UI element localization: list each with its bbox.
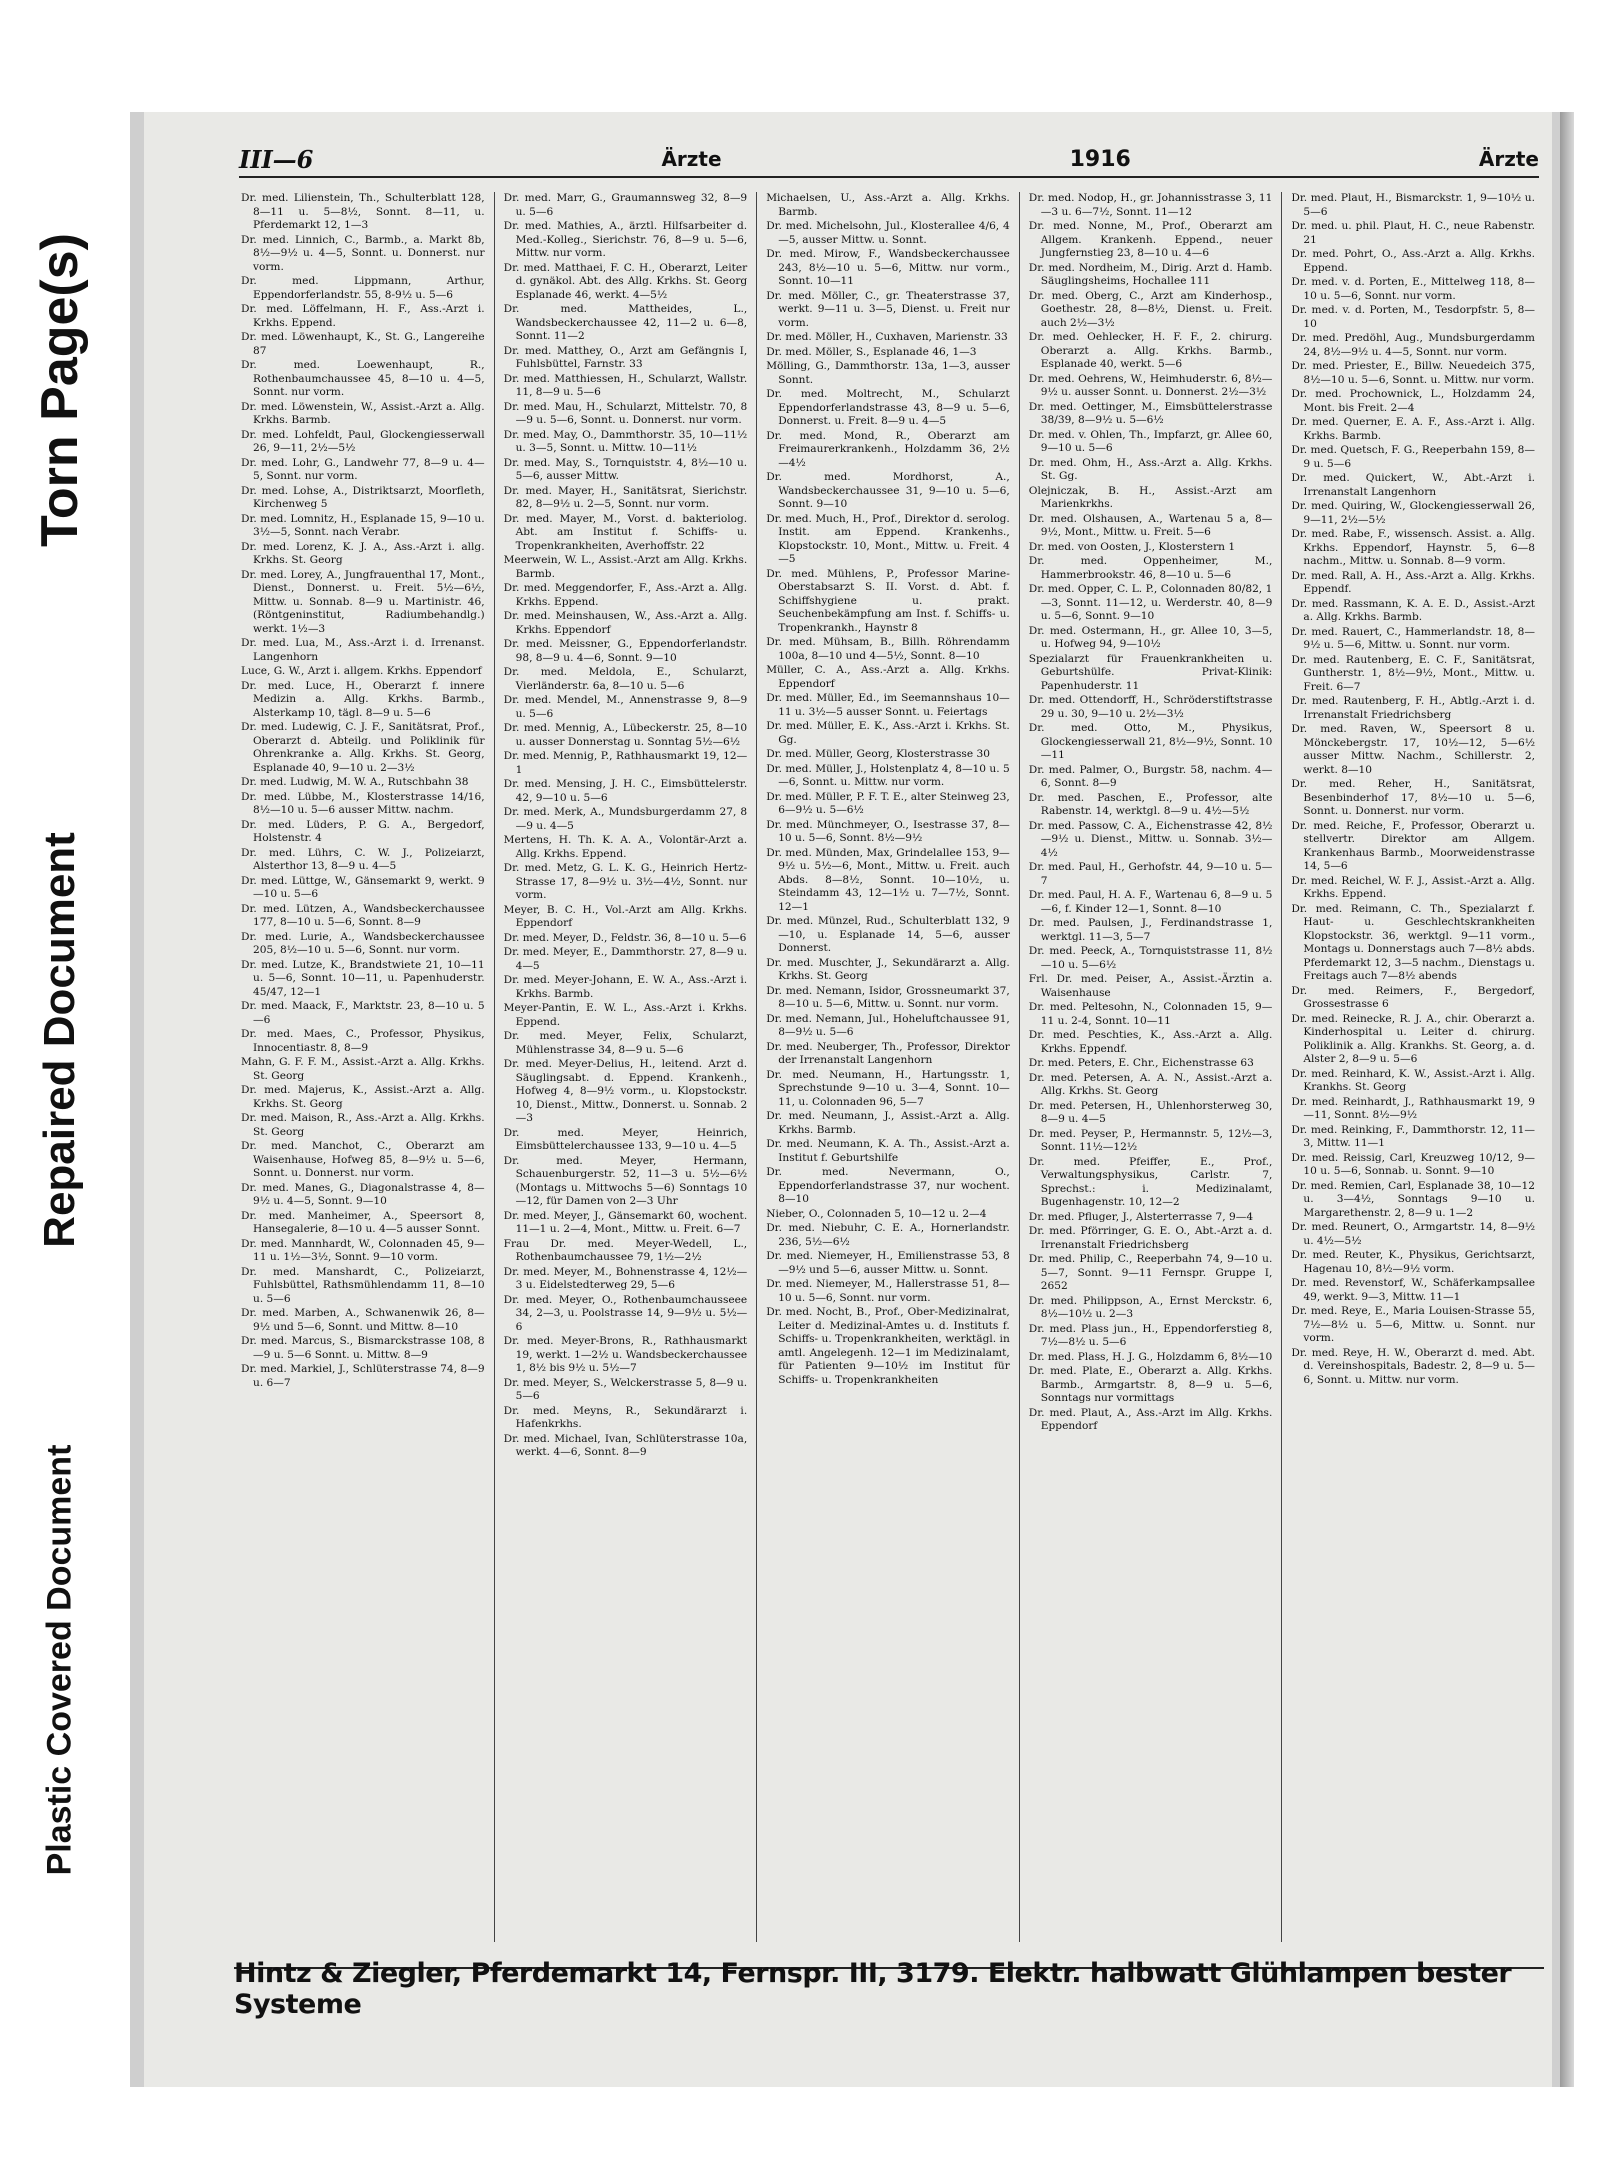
directory-entry: Dr. med. Querner, E. A. F., Ass.-Arzt i. Allg. Krkhs. Barmb. bbox=[1291, 416, 1535, 442]
directory-entry: Dr. med. von Oosten, J., Klosterstern 1 bbox=[1028, 540, 1236, 553]
directory-entry: Dr. med. Paul, H., Gerhofstr. 44, 9—10 u. 5—7 bbox=[1028, 861, 1273, 887]
directory-entry: Dr. med. Meyer-Johann, E. W. A., Ass.-Arzt i. Krkhs. Barmb. bbox=[503, 974, 748, 1000]
directory-entry: Dr. med. Maack, F., Marktstr. 23, 8—10 u. 5—6 bbox=[241, 1000, 485, 1026]
directory-entry: Dr. med. Lutze, K., Brandstwiete 21, 10—11 u. 5—6, Sonnt. 10—11, u. Papenhuderstr. 45/47, 12—1 bbox=[241, 958, 485, 998]
directory-entry: Dr. med. Meissner, G., Eppendorferlandstr. 98, 8—9 u. 4—6, Sonnt. 9—10 bbox=[503, 638, 748, 664]
directory-entry: Dr. med. Löwenhaupt, K., St. G., Langereihe 87 bbox=[241, 331, 485, 357]
directory-entry: Dr. med. Mensing, J. H. C., Eimsbüttelerstr. 42, 9—10 u. 5—6 bbox=[503, 778, 748, 804]
directory-entry: Frau Dr. med. Meyer-Wedell, L., Rothenbaumchaussee 79, 1½—2½ bbox=[503, 1237, 748, 1263]
directory-entry: Dr. med. Lorey, A., Jungfrauenthal 17, Mont., Dienst., Donnerst. u. Freit. 5½—6½, Mittw. u. Sonnab. 8—9 u. Martinistr. 46, (Röntgeninstitut, Radiumbehandlg.) werkt. 1½—3 bbox=[241, 568, 485, 635]
directory-column bbox=[495, 192, 758, 1942]
directory-entry: Dr. med. Revenstorf, W., Schäferkampsallee 49, werkt. 9—3, Mittw. 11—1 bbox=[1291, 1277, 1535, 1303]
directory-entry: Dr. med. Reher, H., Sanitätsrat, Besenbinderhof 17, 8½—10 u. 5—6, Sonnt. u. Donnerst. nur vorm. bbox=[1291, 778, 1535, 817]
directory-entry: Dr. med. Olshausen, A., Wartenau 5 a, 8—9½, Mont., Mittw. u. Freit. 5—6 bbox=[1028, 512, 1273, 538]
directory-column bbox=[1020, 192, 1283, 1942]
directory-entry: Dr. med. Neumann, H., Hartungsstr. 1, Sprechstunde 9—10 u. 3—4, Sonnt. 10—11, u. Colonnaden 96, 5—7 bbox=[766, 1068, 1010, 1108]
archive-labels bbox=[0, 0, 120, 2177]
section-title-left: Ärzte bbox=[661, 147, 722, 171]
directory-entry: Dr. med. Plaut, A., Ass.-Arzt im Allg. Krkhs. Eppendorf bbox=[1028, 1406, 1273, 1432]
directory-entry: Dr. med. Matthiessen, H., Schularzt, Wallstr. 11, 8—9 u. 5—6 bbox=[503, 372, 748, 398]
directory-entry: Dr. med. Prochownick, L., Holzdamm 24, Mont. bis Freit. 2—4 bbox=[1291, 388, 1535, 414]
directory-entry: Dr. med. Philip, C., Reeperbahn 74, 9—10 u. 5—7, Sonnt. 9—11 Fernspr. Gruppe I, 2652 bbox=[1028, 1253, 1273, 1292]
directory-entry: Dr. med. Mattheides, L., Wandsbeckerchaussee 42, 11—2 u. 6—8, Sonnt. 11—2 bbox=[503, 303, 748, 342]
directory-entry: Frl. Dr. med. Peiser, A., Assist.-Ärztin a. Waisenhause bbox=[1028, 973, 1273, 999]
directory-entry: Dr. med. Muschter, J., Sekundärarzt a. Allg. Krkhs. St. Georg bbox=[766, 956, 1010, 982]
directory-entry: Dr. med. Peeck, A., Tornquiststrasse 11, 8½—10 u. 5—6½ bbox=[1028, 945, 1273, 971]
directory-entry: Dr. med. Mendel, M., Annenstrasse 9, 8—9 u. 5—6 bbox=[503, 694, 748, 720]
directory-entry: Dr. med. Majerus, K., Assist.-Arzt a. Allg. Krkhs. St. Georg bbox=[241, 1084, 485, 1110]
directory-entry: Dr. med. Reinhardt, J., Rathhausmarkt 19, 9—11, Sonnt. 8½—9½ bbox=[1291, 1095, 1535, 1121]
directory-entry: Michaelsen, U., Ass.-Arzt a. Allg. Krkhs. Barmb. bbox=[766, 192, 1010, 218]
directory-entry: Dr. med. Rabe, F., wissensch. Assist. a. Allg. Krkhs. Eppendorf, Haynstr. 5, 6—8 nachm., Mittw. u. Sonnab. 8—9 vorm. bbox=[1291, 528, 1535, 567]
directory-entry: Dr. med. Mordhorst, A., Wandsbeckerchaussee 31, 9—10 u. 5—6, Sonnt. 9—10 bbox=[766, 471, 1010, 510]
directory-entry: Dr. med. Reiche, F., Professor, Oberarzt u. stellvertr. Direktor am Allgem. Krankenhaus Barmb., Moorweidenstrasse 14, 5—6 bbox=[1291, 819, 1535, 872]
directory-entry: Dr. med. Möller, S., Esplanade 46, 1—3 bbox=[766, 345, 977, 358]
directory-entry: Dr. med. Lützen, A., Wandsbeckerchaussee 177, 8—10 u. 5—6, Sonnt. 8—9 bbox=[241, 902, 485, 928]
directory-entry: Dr. med. Plass jun., H., Eppendorferstieg 8, 7½—8½ u. 5—6 bbox=[1028, 1322, 1273, 1348]
directory-columns bbox=[232, 192, 1544, 1942]
directory-entry: Dr. med. Oettinger, M., Eimsbüttelerstrasse 38/39, 8—9½ u. 5—6½ bbox=[1028, 400, 1273, 426]
directory-entry: Dr. med. v. Ohlen, Th., Impfarzt, gr. Allee 60, 9—10 u. 5—6 bbox=[1028, 428, 1273, 454]
directory-entry: Dr. med. Reimers, F., Bergedorf, Grossestrasse 6 bbox=[1291, 984, 1535, 1010]
directory-entry: Dr. med. Niemeyer, H., Emilienstrasse 53, 8—9½ und 5—6, ausser Mittw. u. Sonnt. bbox=[766, 1250, 1010, 1276]
directory-entry: Dr. med. Lüttge, W., Gänsemarkt 9, werkt. 9—10 u. 5—6 bbox=[241, 874, 485, 900]
directory-entry: Dr. med. Manshardt, C., Polizeiarzt, Fuhlsbüttel, Rathsmühlendamm 11, 8—10 u. 5—6 bbox=[241, 1265, 485, 1305]
year: 1916 bbox=[1069, 146, 1131, 172]
directory-entry: Dr. med. Quickert, W., Abt.-Arzt i. Irrenanstalt Langenhorn bbox=[1291, 472, 1535, 498]
directory-entry: Dr. med. v. d. Porten, M., Tesdorpfstr. 5, 8—10 bbox=[1291, 304, 1535, 330]
directory-entry: Dr. med. Marben, A., Schwanenwik 26, 8—9½ und 5—6, Sonnt. und Mittw. 8—10 bbox=[241, 1307, 485, 1333]
directory-entry: Dr. med. Löffelmann, H. F., Ass.-Arzt i. Krkhs. Eppend. bbox=[241, 303, 485, 329]
directory-entry: Dr. med. Matthaei, F. C. H., Oberarzt, Leiter d. gynäkol. Abt. des Allg. Krkhs. St. Georg Esplanade 46, werkt. 4—5½ bbox=[503, 261, 748, 301]
directory-entry: Dr. med. Predöhl, Aug., Mundsburgerdamm 24, 8½—9½ u. 4—5, Sonnt. nur vorm. bbox=[1291, 332, 1535, 358]
directory-entry: Dr. med. Neumann, K. A. Th., Assist.-Arzt a. Institut f. Geburtshilfe bbox=[766, 1138, 1010, 1164]
directory-entry: Dr. med. Meyer, J., Gänsemarkt 60, wochent. 11—1 u. 2—4, Mont., Mittw. u. Freit. 6—7 bbox=[503, 1209, 748, 1235]
page-content bbox=[144, 112, 1552, 2087]
directory-entry: Dr. med. Münzel, Rud., Schulterblatt 132, 9—10, u. Esplanade 14, 5—6, ausser Donnerst. bbox=[766, 915, 1010, 954]
directory-entry: Dr. med. Meinshausen, W., Ass.-Arzt a. Allg. Krkhs. Eppendorf bbox=[503, 610, 748, 636]
scanned-page bbox=[130, 112, 1560, 2087]
directory-entry: Dr. med. Plate, E., Oberarzt a. Allg. Krkhs. Barmb., Armgartstr. 8, 8—9 u. 5—6, Sonntags nur vormittags bbox=[1028, 1365, 1273, 1404]
directory-entry: Dr. med. Paul, H. A. F., Wartenau 6, 8—9 u. 5—6, f. Kinder 12—1, Sonnt. 8—10 bbox=[1028, 889, 1273, 915]
directory-entry: Dr. med. Paschen, E., Professor, alte Rabenstr. 14, werktgl. 8—9 u. 4½—5½ bbox=[1028, 791, 1273, 817]
directory-entry: Dr. med. Möller, H., Cuxhaven, Marienstr. 33 bbox=[766, 331, 1008, 343]
directory-entry: Dr. med. Reinhard, K. W., Assist.-Arzt i. Allg. Krankhs. St. Georg bbox=[1291, 1067, 1535, 1093]
page-header bbox=[239, 142, 1539, 178]
directory-entry: Dr. med. Rautenberg, E. C. F., Sanitätsrat, Guntherstr. 1, 8½—9½, Mont., Mittw. u. Freit. 6—7 bbox=[1291, 653, 1535, 693]
directory-entry: Dr. med. Reimann, C. Th., Spezialarzt f. Haut- u. Geschlechtskrankheiten Klopstockstr. 36, werktgl. 9—11 vorm., Montags u. Donnerstags auch 7—8½ abds. Pferdemarkt 12, 3—5 nachm., Dienstags u. Freitags auch 7—8½ abends bbox=[1291, 902, 1535, 982]
directory-entry: Dr. med. Raven, W., Speersort 8 u. Mönckebergstr. 17, 10½—12, 5—6½ ausser Mittw. Nachm., Schillerstr. 2, werkt. 8—10 bbox=[1291, 723, 1535, 776]
directory-entry: Dr. med. Lührs, C. W. J., Polizeiarzt, Alsterthor 13, 8—9 u. 4—5 bbox=[241, 846, 485, 872]
page-number: III—6 bbox=[239, 144, 314, 174]
directory-entry: Dr. med. Löwenstein, W., Assist.-Arzt a. Allg. Krkhs. Barmb. bbox=[241, 400, 485, 426]
directory-entry: Dr. med. Much, H., Prof., Direktor d. serolog. Instit. am Eppend. Krankenhs., Klopstockstr. 10, Mont., Mittw. u. Freit. 4—5 bbox=[766, 512, 1010, 565]
directory-entry: Spezialarzt für Frauenkrankheiten u. Geburtshülfe. Privat-Klinik: Papenhuderstr. 11 bbox=[1028, 652, 1273, 692]
directory-entry: Dr. med. Meyer, O., Rothenbaumchausseee 34, 2—3, u. Poolstrasse 14, 9—9½ u. 5½—6 bbox=[503, 1293, 748, 1333]
directory-entry: Dr. med. Lurie, A., Wandsbeckerchaussee 205, 8½—10 u. 5—6, Sonnt. nur vorm. bbox=[241, 930, 485, 956]
directory-entry: Dr. med. Meyer, E., Dammthorstr. 27, 8—9 u. 4—5 bbox=[503, 946, 748, 972]
directory-entry: Dr. med. Lüders, P. G. A., Bergedorf, Holstenstr. 4 bbox=[241, 818, 485, 844]
page-edge-shadow bbox=[1560, 112, 1574, 2087]
directory-entry: Dr. med. Ottendorff, H., Schröderstiftstrasse 29 u. 30, 9—10 u. 2½—3½ bbox=[1028, 694, 1273, 720]
repaired-document-label: Repaired Document bbox=[35, 832, 84, 1248]
directory-entry: Dr. med. Petersen, H., Uhlenhorsterweg 30, 8—9 u. 4—5 bbox=[1028, 1099, 1273, 1125]
directory-entry: Dr. med. Reinecke, R. J. A., chir. Oberarzt a. Kinderhospital u. Leiter d. chirurg. Poliklinik a. Allg. Krankhs. St. Georg, a. d. Alster 2, 8—9 u. 5—6 bbox=[1291, 1012, 1535, 1065]
directory-entry: Dr. med. Meggendorfer, F., Ass.-Arzt a. Allg. Krkhs. Eppend. bbox=[503, 582, 748, 608]
directory-entry: Dr. med. Oehlecker, H. F. F., 2. chirurg. Oberarzt a. Allg. Krkhs. Barmb., Esplanade 40, werkt. 5—6 bbox=[1028, 331, 1273, 370]
directory-entry: Dr. med. Reinking, F., Dammthorstr. 12, 11—3, Mittw. 11—1 bbox=[1291, 1123, 1535, 1149]
directory-entry: Dr. med. Mirow, F., Wandsbeckerchaussee 243, 8½—10 u. 5—6, Mittw. nur vorm., Sonnt. 10—11 bbox=[766, 248, 1010, 287]
directory-entry: Dr. med. Marr, G., Graumannsweg 32, 8—9 u. 5—6 bbox=[503, 192, 748, 218]
directory-entry: Dr. med. Lomnitz, H., Esplanade 15, 9—10 u. 3½—5, Sonnt. nach Verabr. bbox=[241, 512, 485, 538]
directory-entry: Dr. med. Pförringer, G. E. O., Abt.-Arzt a. d. Irrenanstalt Friedrichsberg bbox=[1028, 1225, 1273, 1251]
directory-entry: Mahn, G. F. F. M., Assist.-Arzt a. Allg. Krkhs. St. Georg bbox=[241, 1056, 485, 1082]
directory-entry: Dr. med. Reye, H. W., Oberarzt d. med. Abt. d. Vereinshospitals, Badestr. 2, 8—9 u. 5—6, Sonnt. u. Mittw. nur vorm. bbox=[1291, 1346, 1535, 1386]
directory-column bbox=[1282, 192, 1544, 1942]
directory-entry: Dr. med. Paulsen, J., Ferdinandstrasse 1, werktgl. 11—3, 5—7 bbox=[1028, 917, 1273, 943]
directory-entry: Dr. med. Meyer-Brons, R., Rathhausmarkt 19, werkt. 1—2½ u. Wandsbeckerchaussee 1, 8½ bis 9½ u. 5½—7 bbox=[503, 1335, 748, 1374]
directory-entry: Dr. med. Neumann, J., Assist.-Arzt a. Allg. Krkhs. Barmb. bbox=[766, 1110, 1010, 1136]
directory-entry: Dr. med. Priester, E., Billw. Neuedeich 375, 8½—10 u. 5—6, Sonnt. u. Mittw. nur vorm. bbox=[1291, 360, 1535, 386]
directory-entry: Meyer-Pantin, E. W. L., Ass.-Arzt i. Krkhs. Eppend. bbox=[503, 1002, 748, 1028]
directory-entry: Dr. med. Lorenz, K. J. A., Ass.-Arzt i. allg. Krkhs. St. Georg bbox=[241, 540, 485, 566]
directory-entry: Dr. med. Müller, Georg, Klosterstrasse 30 bbox=[766, 748, 990, 760]
directory-entry: Dr. med. Münden, Max, Grindelallee 153, 9—9½ u. 5½—6, Mont., Mittw. u. Freit. auch Abds. 8—8½, Sonnt. 10—10½, u. Steindamm 43, 12—1½ u. 7—7½, Sonnt. 12—1 bbox=[766, 846, 1010, 913]
directory-entry: Dr. med. Lohfeldt, Paul, Glockengiesserwall 26, 9—11, 2½—5½ bbox=[241, 428, 485, 454]
directory-entry: Olejniczak, B. H., Assist.-Arzt am Marienkrkhs. bbox=[1028, 484, 1273, 510]
directory-entry: Dr. med. Rautenberg, F. H., Abtlg.-Arzt i. d. Irrenanstalt Friedrichsberg bbox=[1291, 695, 1535, 721]
directory-entry: Dr. med. Meldola, E., Schularzt, Vierländerstr. 6a, 8—10 u. 5—6 bbox=[503, 666, 748, 692]
directory-entry: Dr. med. Müller, J., Holstenplatz 4, 8—10 u. 5—6, Sonnt. u. Mittw. nur vorm. bbox=[766, 762, 1010, 788]
directory-entry: Dr. med. Matthey, O., Arzt am Gefängnis I, Fuhlsbüttel, Farnstr. 33 bbox=[503, 344, 748, 370]
directory-entry: Dr. med. Meyns, R., Sekundärarzt i. Hafenkrkhs. bbox=[503, 1404, 748, 1430]
directory-entry: Dr. med. Müller, Ed., im Seemannshaus 10—11 u. 3½—5 ausser Sonnt. u. Feiertags bbox=[766, 692, 1010, 718]
directory-entry: Dr. med. Manes, G., Diagonalstrasse 4, 8—9½ u. 4—5, Sonnt. 9—10 bbox=[241, 1181, 485, 1207]
directory-entry: Dr. med. Mühlens, P., Professor Marine-Oberstabsarzt S. II. Vorst. d. Abt. f. Schiffshygiene u. prakt. Seuchenbekämpfung am Inst. f. Schiffs- u. Tropenkrankh., Haynstr 8 bbox=[766, 567, 1010, 634]
directory-entry: Dr. med. Michelsohn, Jul., Klosterallee 4/6, 4—5, ausser Mittw. u. Sonnt. bbox=[766, 220, 1010, 246]
directory-entry: Dr. med. Peschties, K., Ass.-Arzt a. Allg. Krkhs. Eppendf. bbox=[1028, 1029, 1273, 1055]
directory-entry: Dr. med. Peters, E. Chr., Eichenstrasse 63 bbox=[1028, 1057, 1254, 1069]
directory-entry: Dr. med. Opper, C. L. P., Colonnaden 80/82, 1—3, Sonnt. 11—12, u. Werderstr. 40, 8—9 u. 5—6, Sonnt. 9—10 bbox=[1028, 583, 1273, 622]
directory-entry: Dr. med. Niebuhr, C. E. A., Hornerlandstr. 236, 5½—6½ bbox=[766, 1222, 1010, 1248]
directory-entry: Dr. med. Meyer, D., Feldstr. 36, 8—10 u. 5—6 bbox=[503, 931, 747, 944]
directory-entry: Dr. med. Meyer, Heinrich, Eimsbüttelerchaussee 133, 9—10 u. 4—5 bbox=[503, 1126, 748, 1152]
directory-entry: Dr. med. Loewenhaupt, R., Rothenbaumchaussee 45, 8—10 u. 4—5, Sonnt. nur vorm. bbox=[241, 359, 485, 398]
directory-entry: Dr. med. Maison, R., Ass.-Arzt a. Allg. Krkhs. St. Georg bbox=[241, 1112, 485, 1138]
directory-entry: Dr. med. Moltrecht, M., Schularzt Eppendorferlandstrasse 43, 8—9 u. 5—6, Donnerst. u. Freit. 8—9 u. 4—5 bbox=[766, 388, 1010, 427]
directory-entry: Dr. med. Mannhardt, W., Colonnaden 45, 9—11 u. 1½—3½, Sonnt. 9—10 vorm. bbox=[241, 1237, 485, 1263]
directory-entry: Dr. med. Oppenheimer, M., Hammerbrookstr. 46, 8—10 u. 5—6 bbox=[1028, 555, 1273, 581]
directory-entry: Dr. med. Merk, A., Mundsburgerdamm 27, 8—9 u. 4—5 bbox=[503, 806, 748, 832]
directory-entry: Dr. med. May, O., Dammthorstr. 35, 10—11½ u. 3—5, Sonnt. u. Mittw. 10—11½ bbox=[503, 428, 748, 454]
directory-entry: Dr. med. Reye, E., Maria Louisen-Strasse 55, 7½—8½ u. 5—6, Mittw. u. Sonnt. nur vorm. bbox=[1291, 1305, 1535, 1344]
directory-entry: Dr. med. Reissig, Carl, Kreuzweg 10/12, 9—10 u. 5—6, Sonnab. u. Sonnt. 9—10 bbox=[1291, 1151, 1535, 1177]
directory-entry: Dr. med. Oehrens, W., Heimhuderstr. 6, 8½—9½ u. ausser Sonnt. u. Donnerst. 2½—3½ bbox=[1028, 372, 1273, 398]
directory-entry: Dr. med. Meyer-Delius, H., leitend. Arzt d. Säuglingsabt. d. Eppend. Krankenh., Hofweg 4, 8—9½ vorm., u. Klopstockstr. 10, Dienst., Mittw., Donnerst. u. Sonnab. 2—3 bbox=[503, 1058, 748, 1124]
advertisement-footer: Hintz & Ziegler, Pferdemarkt 14, Fernspr. III, 3179. Elektr. halbwatt Glühlampen bester Systeme bbox=[234, 1967, 1544, 2009]
directory-entry: Dr. med. Meyer, Felix, Schularzt, Mühlenstrasse 34, 8—9 u. 5—6 bbox=[503, 1030, 748, 1056]
directory-entry: Dr. med. Lippmann, Arthur, Eppendorferlandstr. 55, 8-9½ u. 5—6 bbox=[241, 275, 485, 301]
directory-entry: Dr. med. Rall, A. H., Ass.-Arzt a. Allg. Krkhs. Eppendf. bbox=[1291, 569, 1535, 595]
directory-entry: Dr. med. Markiel, J., Schlüterstrasse 74, 8—9 u. 6—7 bbox=[241, 1363, 485, 1389]
directory-entry: Dr. med. Lilienstein, Th., Schulterblatt 128, 8—11 u. 5—8½, Sonnt. 8—11, u. Pferdemarkt 12, 1—3 bbox=[241, 192, 485, 231]
directory-entry: Dr. med. Pfeiffer, E., Prof., Verwaltungsphysikus, Carlstr. 7, Sprechst.: i. Medizinalamt, Bugenhagenstr. 10, 12—2 bbox=[1028, 1155, 1273, 1208]
directory-entry: Dr. med. Nocht, B., Prof., Ober-Medizinalrat, Leiter d. Medizinal-Amtes u. d. Instituts f. Schiffs- u. Tropenkrankheiten, werktägl. in amtl. Angelegenh. 12—1 im Medizinalamt, für Patienten 9—10½ im Institut für Schiffs- u. Tropenkrankheiten bbox=[766, 1306, 1010, 1386]
directory-entry: Dr. med. Plaut, H., Bismarckstr. 1, 9—10½ u. 5—6 bbox=[1291, 192, 1535, 218]
directory-entry: Dr. med. Mennig, A., Lübeckerstr. 25, 8—10 u. ausser Donnerstag u. Sonntag 5½—6½ bbox=[503, 722, 748, 748]
directory-entry: Dr. med. Pohrt, O., Ass.-Arzt a. Allg. Krkhs. Eppend. bbox=[1291, 248, 1535, 274]
directory-entry: Dr. med. Mühsam, B., Billh. Röhrendamm 100a, 8—10 und 4—5½, Sonnt. 8—10 bbox=[766, 636, 1010, 662]
directory-entry: Dr. med. Lua, M., Ass.-Arzt i. d. Irrenanst. Langenhorn bbox=[241, 637, 485, 663]
directory-entry: Dr. med. Mayer, M., Vorst. d. bakteriolog. Abt. am Institut f. Schiffs- u. Tropenkrankheiten, Averhoffstr. 22 bbox=[503, 512, 748, 552]
directory-entry: Dr. med. Münchmeyer, O., Isestrasse 37, 8—10 u. 5—6, Sonnt. 8½—9½ bbox=[766, 818, 1010, 844]
directory-entry: Meerwein, W. L., Assist.-Arzt am Allg. Krkhs. Barmb. bbox=[503, 554, 748, 580]
directory-entry: Dr. med. Ostermann, H., gr. Allee 10, 3—5, u. Hofweg 94, 9—10½ bbox=[1028, 624, 1273, 650]
directory-entry: Dr. med. Lohr, G., Landwehr 77, 8—9 u. 4—5, Sonnt. nur vorm. bbox=[241, 456, 485, 482]
directory-entry: Dr. med. v. d. Porten, E., Mittelweg 118, 8—10 u. 5—6, Sonnt. nur vorm. bbox=[1291, 276, 1535, 302]
directory-entry: Dr. med. Nemann, Jul., Hoheluftchaussee 91, 8—9½ u. 5—6 bbox=[766, 1012, 1010, 1038]
directory-entry: Dr. med. Meyer, M., Bohnenstrasse 4, 12½—3 u. Eidelstedterweg 29, 5—6 bbox=[503, 1265, 748, 1291]
directory-entry: Dr. med. Plass, H. J. G., Holzdamm 6, 8½—10 bbox=[1028, 1350, 1273, 1363]
directory-entry: Dr. med. Quetsch, F. G., Reeperbahn 159, 8—9 u. 5—6 bbox=[1291, 444, 1535, 470]
directory-entry: Müller, C. A., Ass.-Arzt a. Allg. Krkhs. Eppendorf bbox=[766, 664, 1010, 690]
directory-entry: Dr. med. Ludewig, C. J. F., Sanitätsrat, Prof., Oberarzt d. Abteilg. und Poliklinik für Ohrenkranke a. Allg. Krkhs. St. Georg, Esplanade 40, 9—10 u. 2—3½ bbox=[241, 721, 485, 774]
directory-entry: Dr. med. Nevermann, O., Eppendorferlandstrasse 37, nur wochent. 8—10 bbox=[766, 1166, 1010, 1205]
directory-entry: Dr. med. Marcus, S., Bismarckstrasse 108, 8—9 u. 5—6 Sonnt. u. Mittw. 8—9 bbox=[241, 1335, 485, 1361]
directory-entry: Dr. med. Metz, G. L. K. G., Heinrich Hertz-Strasse 17, 8—9½ u. 3½—4½, Sonnt. nur vorm. bbox=[503, 862, 748, 901]
directory-entry: Nieber, O., Colonnaden 5, 10—12 u. 2—4 bbox=[766, 1207, 987, 1220]
directory-entry: Dr. med. Mayer, H., Sanitätsrat, Sierichstr. 82, 8—9½ u. 2—5, Sonnt. nur vorm. bbox=[503, 484, 748, 510]
directory-entry: Dr. med. Reunert, O., Armgartstr. 14, 8—9½ u. 4½—5½ bbox=[1291, 1221, 1535, 1247]
directory-entry: Dr. med. u. phil. Plaut, H. C., neue Rabenstr. 21 bbox=[1291, 220, 1535, 246]
directory-entry: Dr. med. Lohse, A., Distriktsarzt, Moorfleth, Kirchenweg 5 bbox=[241, 484, 485, 510]
directory-entry: Dr. med. Nodop, H., gr. Johannisstrasse 3, 11—3 u. 6—7½, Sonnt. 11—12 bbox=[1028, 192, 1273, 218]
directory-entry: Dr. med. Peyser, P., Hermannstr. 5, 12½—3, Sonnt. 11½—12½ bbox=[1028, 1127, 1273, 1153]
directory-entry: Dr. med. Nordheim, M., Dirig. Arzt d. Hamb. Säuglingsheims, Hochallee 111 bbox=[1028, 261, 1273, 287]
directory-entry: Dr. med. Otto, M., Physikus, Glockengiesserwall 21, 8½—9½, Sonnt. 10—11 bbox=[1028, 722, 1273, 761]
directory-entry: Dr. med. Pfluger, J., Alsterterrasse 7, 9—4 bbox=[1028, 1210, 1254, 1223]
directory-entry: Dr. med. Möller, C., gr. Theaterstrasse 37, werkt. 9—11 u. 3—5, Dienst. u. Freit nur vorm. bbox=[766, 289, 1010, 329]
directory-column bbox=[757, 192, 1020, 1942]
directory-entry: Dr. med. Quiring, W., Glockengiesserwall 26, 9—11, 2½—5½ bbox=[1291, 500, 1535, 526]
directory-entry: Dr. med. Meyer, Hermann, Schauenburgerstr. 52, 11—3 u. 5½—6½ (Montags u. Mittwochs 5—6) Sonntags 10—12, für Damen von 2—3 Uhr bbox=[503, 1154, 748, 1207]
directory-entry: Luce, G. W., Arzt i. allgem. Krkhs. Eppendorf bbox=[241, 665, 482, 677]
directory-entry: Dr. med. Lübbe, M., Klosterstrasse 14/16, 8½—10 u. 5—6 ausser Mittw. nachm. bbox=[241, 790, 485, 816]
directory-entry: Dr. med. Mennig, P., Rathhausmarkt 19, 12—1 bbox=[503, 750, 748, 776]
directory-entry: Dr. med. Mau, H., Schularzt, Mittelstr. 70, 8—9 u. 5—6, Sonnt. u. Donnerst. nur vorm. bbox=[503, 400, 748, 426]
directory-entry: Dr. med. Luce, H., Oberarzt f. innere Medizin a. Allg. Krkhs. Barmb., Alsterkamp 10, tägl. 8—9 u. 5—6 bbox=[241, 679, 485, 719]
directory-entry: Dr. med. Palmer, O., Burgstr. 58, nachm. 4—6, Sonnt. 8—9 bbox=[1028, 763, 1273, 789]
directory-entry: Dr. med. Rassmann, K. A. E. D., Assist.-Arzt a. Allg. Krkhs. Barmb. bbox=[1291, 597, 1535, 623]
plastic-covered-label: Plastic Covered Document bbox=[40, 1444, 79, 1876]
directory-entry: Mertens, H. Th. K. A. A., Volontär-Arzt a. Allg. Krkhs. Eppend. bbox=[503, 834, 748, 860]
section-title-right: Ärzte bbox=[1478, 147, 1539, 171]
directory-entry: Dr. med. Neuberger, Th., Professor, Direktor der Irrenanstalt Langenhorn bbox=[766, 1040, 1010, 1066]
directory-entry: Dr. med. Philippson, A., Ernst Merckstr. 6, 8½—10½ u. 2—3 bbox=[1028, 1294, 1273, 1320]
directory-entry: Dr. med. Reichel, W. F. J., Assist.-Arzt a. Allg. Krkhs. Eppend. bbox=[1291, 874, 1535, 900]
directory-entry: Mölling, G., Dammthorstr. 13a, 1—3, ausser Sonnt. bbox=[766, 360, 1010, 386]
torn-pages-label: Torn Page(s) bbox=[31, 233, 89, 547]
directory-entry: Dr. med. Manheimer, A., Speersort 8, Hansegalerie, 8—10 u. 4—5 ausser Sonnt. bbox=[241, 1209, 485, 1235]
directory-entry: Dr. med. Meyer, S., Welckerstrasse 5, 8—9 u. 5—6 bbox=[503, 1376, 748, 1402]
directory-entry: Dr. med. Niemeyer, M., Hallerstrasse 51, 8—10 u. 5—6, Sonnt. nur vorm. bbox=[766, 1278, 1010, 1304]
directory-entry: Dr. med. Maes, C., Professor, Physikus, Innocentiastr. 8, 8—9 bbox=[241, 1028, 485, 1054]
directory-entry: Dr. med. Müller, E. K., Ass.-Arzt i. Krkhs. St. Gg. bbox=[766, 720, 1010, 746]
directory-entry: Dr. med. Remien, Carl, Esplanade 38, 10—12 u. 3—4½, Sonntags 9—10 u. Margarethenstr. 2, 8—9 u. 1—2 bbox=[1291, 1179, 1535, 1219]
directory-column bbox=[232, 192, 495, 1942]
directory-entry: Dr. med. Manchot, C., Oberarzt am Waisenhause, Hofweg 85, 8—9½ u. 5—6, Sonnt. u. Donnerst. nur vorm. bbox=[241, 1140, 485, 1179]
directory-entry: Meyer, B. C. H., Vol.-Arzt am Allg. Krkhs. Eppendorf bbox=[503, 903, 748, 929]
directory-entry: Dr. med. Petersen, A. A. N., Assist.-Arzt a. Allg. Krkhs. St. Georg bbox=[1028, 1071, 1273, 1097]
directory-entry: Dr. med. Ludwig, M. W. A., Rutschbahn 38 bbox=[241, 776, 469, 788]
directory-entry: Dr. med. Peltesohn, N., Colonnaden 15, 9—11 u. 2-4, Sonnt. 10—11 bbox=[1028, 1001, 1273, 1027]
directory-entry: Dr. med. Rauert, C., Hammerlandstr. 18, 8—9½ u. 5—6, Mittw. u. Sonnt. nur vorm. bbox=[1291, 625, 1535, 651]
directory-entry: Dr. med. Mond, R., Oberarzt am Freimaurerkrankenh., Holzdamm 36, 2½—4½ bbox=[766, 429, 1010, 469]
directory-entry: Dr. med. Oberg, C., Arzt am Kinderhosp., Goethestr. 28, 8—8½, Dienst. u. Freit. auch 2½—3½ bbox=[1028, 289, 1273, 329]
directory-entry: Dr. med. Ohm, H., Ass.-Arzt a. Allg. Krkhs. St. Gg. bbox=[1028, 456, 1273, 482]
directory-entry: Dr. med. Mathies, A., ärztl. Hilfsarbeiter d. Med.-Kolleg., Sierichstr. 76, 8—9 u. 5—6, Mittw. nur vorm. bbox=[503, 220, 748, 259]
directory-entry: Dr. med. Linnich, C., Barmb., a. Markt 8b, 8½—9½ u. 4—5, Sonnt. u. Donnerst. nur vorm. bbox=[241, 233, 485, 273]
directory-entry: Dr. med. May, S., Tornquiststr. 4, 8½—10 u. 5—6, ausser Mittw. bbox=[503, 456, 748, 482]
directory-entry: Dr. med. Nonne, M., Prof., Oberarzt am Allgem. Krankenh. Eppend., neuer Jungfernstieg 23, 8—10 u. 4—6 bbox=[1028, 220, 1273, 259]
directory-entry: Dr. med. Passow, C. A., Eichenstrasse 42, 8½—9½ u. Dienst., Mittw. u. Sonnab. 3½—4½ bbox=[1028, 819, 1273, 859]
directory-entry: Dr. med. Reuter, K., Physikus, Gerichtsarzt, Hagenau 10, 8½—9½ vorm. bbox=[1291, 1249, 1535, 1275]
directory-entry: Dr. med. Müller, P. F. T. E., alter Steinweg 23, 6—9½ u. 5—6½ bbox=[766, 790, 1010, 816]
directory-entry: Dr. med. Nemann, Isidor, Grossneumarkt 37, 8—10 u. 5—6, Mittw. u. Sonnt. nur vorm. bbox=[766, 984, 1010, 1010]
directory-entry: Dr. med. Michael, Ivan, Schlüterstrasse 10a, werkt. 4—6, Sonnt. 8—9 bbox=[503, 1432, 748, 1458]
